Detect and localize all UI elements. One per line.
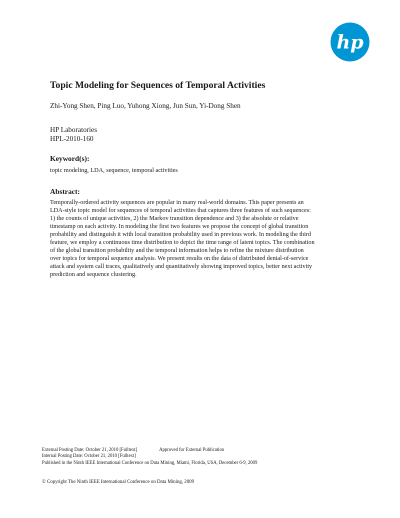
abstract-line: LDA-style topic model for sequences of temporal activities that captures three features of such sequences: (50, 208, 311, 214)
copyright-notice: © Copyright The Ninth IEEE International Conference on Data Mining, 2009 (42, 480, 195, 485)
hp-logo (330, 22, 370, 62)
abstract-line: attack and system call traces, qualitatively and quantitatively showing improved topics, better next activity (50, 264, 313, 270)
abstract-line: feature, we employ a continuous time distribution to depict the time range of latent topics. The combination (50, 240, 315, 246)
posting-info (42, 448, 257, 467)
keywords-text: topic modeling, LDA, sequence, temporal activities (50, 167, 178, 174)
publication-note: Published in the Ninth IEEE International Conference on Data Mining, Miami, Florida, USA, December 6-9, 2009 (42, 460, 258, 466)
abstract-line: prediction and sequence clustering. (50, 272, 137, 278)
report-id: HPL-2010-160 (50, 135, 94, 143)
lab-name: HP Laboratories (50, 126, 98, 134)
keywords-heading: Keyword(s): (50, 154, 90, 163)
organization-block (50, 126, 97, 144)
internal-posting-date: Internal Posting Date: October 21, 2010 [Fulltext] (42, 454, 136, 460)
abstract-heading: Abstract: (50, 187, 80, 196)
document-title: Topic Modeling for Sequences of Temporal Activities (50, 80, 266, 91)
abstract-line: over topics for temporal sequence analysis. We present results on the data of distributed denial-of-service (50, 256, 309, 262)
external-posting-date: External Posting Date: October 21, 2010 [Fulltext] (42, 448, 138, 453)
hp-logo-text: hp (336, 31, 364, 54)
abstract-line: probability and distinguish it with local transition probability used in previous work. In modeling the third (50, 232, 311, 238)
abstract-line: 1) the counts of unique activities, 2) the Markov transition dependence and 3) the absolute or relative (50, 216, 299, 222)
abstract-line: of the global transition probability and the temporal information helps to refine the mixture distribution (50, 248, 304, 254)
abstract-line: Temporally-ordered activity sequences are popular in many real-world domains. This paper presents an (50, 200, 304, 206)
approval-note: Approved for External Publication (159, 448, 225, 453)
abstract-line: timestamp on each activity. In modeling the first two features we propose the concept of global transition (50, 224, 309, 230)
abstract-body (50, 199, 368, 279)
authors: Zhi-Yong Shen, Ping Luo, Yuhong Xiong, Jun Sun, Yi-Dong Shen (50, 102, 241, 110)
